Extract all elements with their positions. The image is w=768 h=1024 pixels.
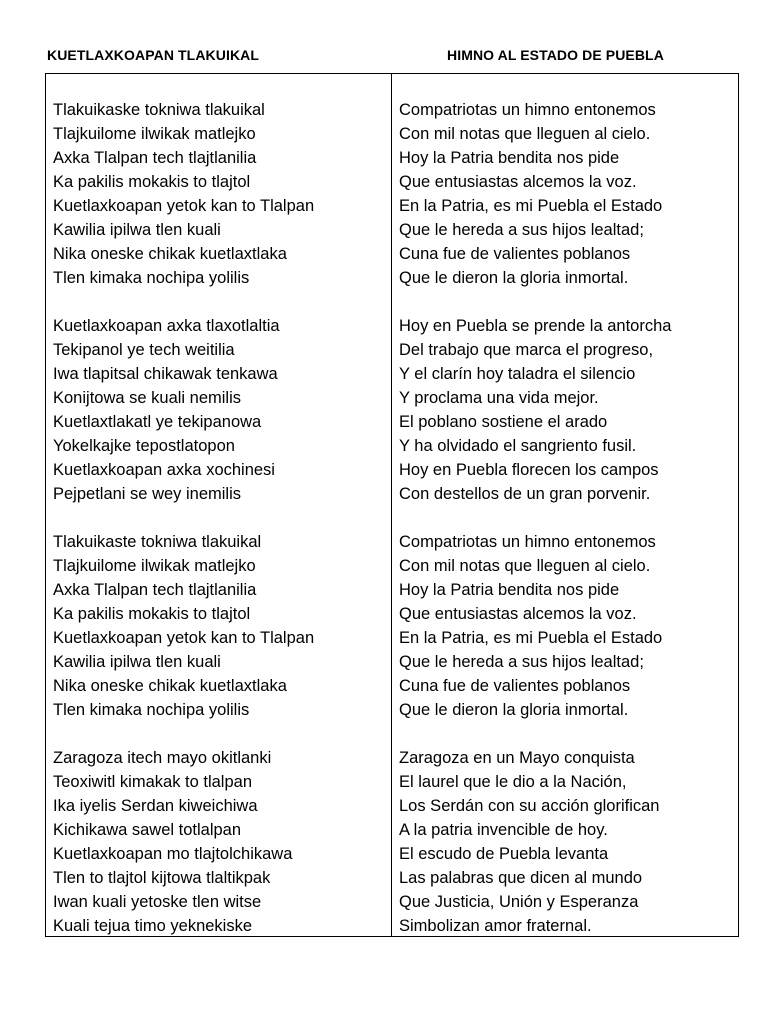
- spanish-verse-line: Que le dieron la gloria inmortal.: [399, 701, 629, 719]
- nahuatl-verse-line: Kawilia ipilwa tlen kuali: [53, 653, 221, 671]
- nahuatl-verse-line: Kuetlaxkoapan mo tlajtolchikawa: [53, 845, 293, 863]
- spanish-verse-line: Compatriotas un himno entonemos: [399, 101, 656, 119]
- spanish-verse-line: El escudo de Puebla levanta: [399, 845, 609, 863]
- spanish-verse-line: El poblano sostiene el arado: [399, 413, 608, 431]
- spanish-stanza: [399, 746, 734, 938]
- nahuatl-verse-line: Kichikawa sawel totlalpan: [53, 821, 242, 839]
- nahuatl-stanza: [53, 98, 387, 290]
- nahuatl-verse-line: Kawilia ipilwa tlen kuali: [53, 221, 221, 239]
- spanish-verse-line: Que le hereda a sus hijos lealtad;: [399, 653, 644, 671]
- nahuatl-verse-line: Konijtowa se kuali nemilis: [53, 389, 242, 407]
- nahuatl-verse-line: Tlajkuilome ilwikak matlejko: [53, 125, 256, 143]
- spanish-verse-line: Compatriotas un himno entonemos: [399, 533, 656, 551]
- spanish-stanza: [399, 314, 734, 506]
- nahuatl-verse-line: Zaragoza itech mayo okitlanki: [53, 749, 272, 767]
- spanish-verse-line: Que entusiastas alcemos la voz.: [399, 173, 637, 191]
- spanish-stanza: [399, 98, 734, 290]
- nahuatl-verse-line: Tlakuikaske tokniwa tlakuikal: [53, 101, 265, 119]
- nahuatl-verse-line: Kuetlaxkoapan yetok kan to Tlalpan: [53, 197, 315, 215]
- nahuatl-stanza: [53, 530, 387, 722]
- nahuatl-verse-line: Tlen to tlajtol kijtowa tlaltikpak: [53, 869, 271, 887]
- nahuatl-verse-line: Tlakuikaste tokniwa tlakuikal: [53, 533, 262, 551]
- spanish-verse-line: Que entusiastas alcemos la voz.: [399, 605, 637, 623]
- spanish-verse-line: Con mil notas que lleguen al cielo.: [399, 125, 651, 143]
- nahuatl-verses: [53, 98, 387, 938]
- spanish-verse-line: Zaragoza en un Mayo conquista: [399, 749, 635, 767]
- nahuatl-stanza: [53, 314, 387, 506]
- spanish-verse-line: Que Justicia, Unión y Esperanza: [399, 893, 639, 911]
- nahuatl-verse-line: Ka pakilis mokakis to tlajtol: [53, 173, 251, 191]
- spanish-verse-line: Hoy la Patria bendita nos pide: [399, 581, 620, 599]
- nahuatl-verse-line: Yokelkajke tepostlatopon: [53, 437, 235, 455]
- spanish-verse-line: Las palabras que dicen al mundo: [399, 869, 643, 887]
- nahuatl-verse-line: Kuetlaxkoapan axka tlaxotlaltia: [53, 317, 280, 335]
- nahuatl-verse-line: Tekipanol ye tech weitilia: [53, 341, 235, 359]
- nahuatl-verse-line: Pejpetlani se wey inemilis: [53, 485, 242, 503]
- nahuatl-verse-line: Axka Tlalpan tech tlajtlanilia: [53, 149, 257, 167]
- nahuatl-column: [46, 74, 392, 936]
- nahuatl-verse-line: Kuetlaxkoapan yetok kan to Tlalpan: [53, 629, 315, 647]
- nahuatl-verse-line: Ka pakilis mokakis to tlajtol: [53, 605, 251, 623]
- nahuatl-verse-line: Iwa tlapitsal chikawak tenkawa: [53, 365, 278, 383]
- spanish-verses: [399, 98, 734, 938]
- spanish-verse-line: Hoy la Patria bendita nos pide: [399, 149, 620, 167]
- spanish-verse-line: Y proclama una vida mejor.: [399, 389, 599, 407]
- spanish-title: HIMNO AL ESTADO DE PUEBLA: [447, 47, 664, 63]
- nahuatl-verse-line: Axka Tlalpan tech tlajtlanilia: [53, 581, 257, 599]
- nahuatl-stanza: [53, 746, 387, 938]
- nahuatl-verse-line: Nika oneske chikak kuetlaxtlaka: [53, 677, 287, 695]
- nahuatl-title: KUETLAXKOAPAN TLAKUIKAL: [47, 47, 260, 63]
- nahuatl-verse-line: Teoxiwitl kimakak to tlalpan: [53, 773, 252, 791]
- anthem-table: [45, 73, 739, 937]
- nahuatl-verse-line: Kuetlaxkoapan axka xochinesi: [53, 461, 275, 479]
- nahuatl-verse-line: Tlen kimaka nochipa yolilis: [53, 269, 250, 287]
- spanish-verse-line: Simbolizan amor fraternal.: [399, 917, 592, 935]
- nahuatl-verse-line: Tlajkuilome ilwikak matlejko: [53, 557, 256, 575]
- spanish-verse-line: En la Patria, es mi Puebla el Estado: [399, 629, 663, 647]
- spanish-stanza: [399, 530, 734, 722]
- spanish-verse-line: Del trabajo que marca el progreso,: [399, 341, 654, 359]
- spanish-verse-line: Y el clarín hoy taladra el silencio: [399, 365, 636, 383]
- nahuatl-verse-line: Kuali tejua timo yeknekiske: [53, 917, 253, 935]
- nahuatl-verse-line: Kuetlaxtlakatl ye tekipanowa: [53, 413, 262, 431]
- spanish-verse-line: Que le hereda a sus hijos lealtad;: [399, 221, 644, 239]
- nahuatl-verse-line: Iwan kuali yetoske tlen witse: [53, 893, 262, 911]
- spanish-verse-line: El laurel que le dio a la Nación,: [399, 773, 627, 791]
- spanish-verse-line: Cuna fue de valientes poblanos: [399, 245, 631, 263]
- spanish-verse-line: Con mil notas que lleguen al cielo.: [399, 557, 651, 575]
- nahuatl-verse-line: Nika oneske chikak kuetlaxtlaka: [53, 245, 287, 263]
- spanish-verse-line: En la Patria, es mi Puebla el Estado: [399, 197, 663, 215]
- nahuatl-verse-line: Ika iyelis Serdan kiweichiwa: [53, 797, 258, 815]
- spanish-verse-line: Que le dieron la gloria inmortal.: [399, 269, 629, 287]
- spanish-column: [392, 74, 738, 936]
- spanish-verse-line: Cuna fue de valientes poblanos: [399, 677, 631, 695]
- spanish-verse-line: Con destellos de un gran porvenir.: [399, 485, 651, 503]
- spanish-verse-line: Y ha olvidado el sangriento fusil.: [399, 437, 637, 455]
- spanish-verse-line: Los Serdán con su acción glorifican: [399, 797, 660, 815]
- spanish-verse-line: Hoy en Puebla se prende la antorcha: [399, 317, 672, 335]
- nahuatl-verse-line: Tlen kimaka nochipa yolilis: [53, 701, 250, 719]
- spanish-verse-line: Hoy en Puebla florecen los campos: [399, 461, 659, 479]
- spanish-verse-line: A la patria invencible de hoy.: [399, 821, 608, 839]
